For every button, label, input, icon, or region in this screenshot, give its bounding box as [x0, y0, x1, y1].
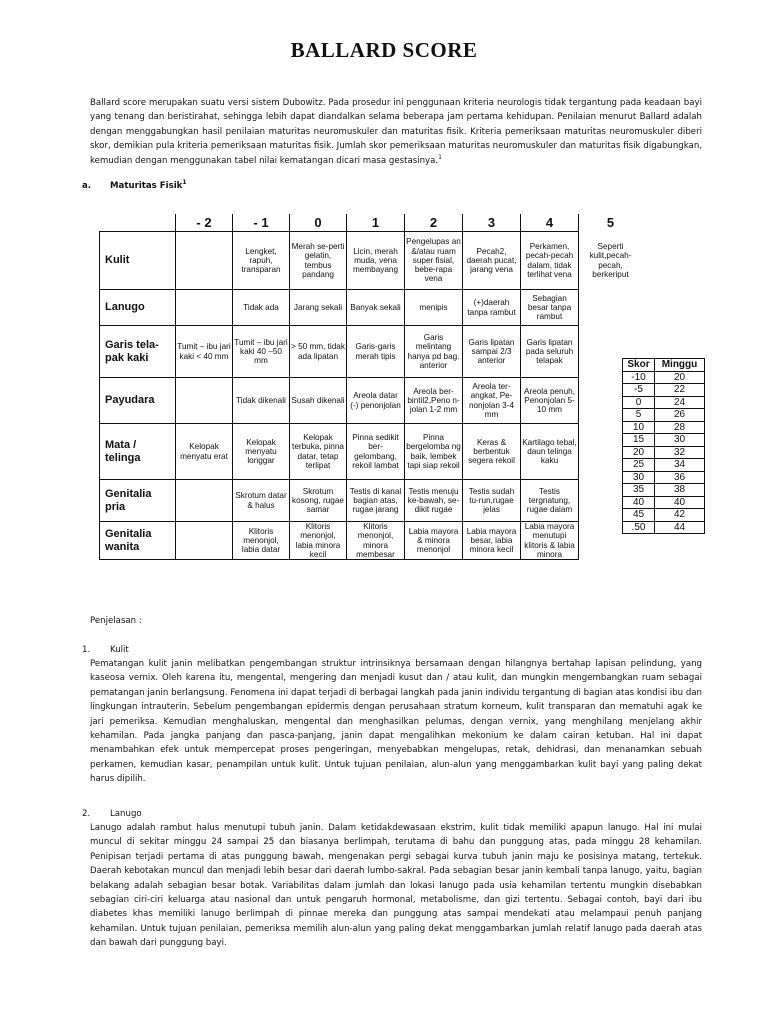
minggu-value: 42 [655, 509, 705, 522]
ballard-cell: Areola ber-bintil2,Peno n-jolan 1-2 mm [405, 378, 463, 424]
skor-row [623, 434, 705, 447]
ballard-score-header: 1 [347, 214, 405, 232]
skor-row [623, 509, 705, 522]
ballard-row-label: Kulit [100, 232, 176, 290]
ballard-row [100, 326, 643, 378]
ballard-row-label: Mata / telinga [100, 424, 176, 480]
ballard-cell: Testis menuju ke-bawah, se-dikit rugae [405, 480, 463, 522]
skor-value: 40 [623, 496, 655, 509]
ballard-score-header: 3 [463, 214, 521, 232]
penjelasan-label: Penjelasan : [90, 616, 142, 626]
ballard-score-header: 5 [606, 215, 615, 231]
intro-paragraph [90, 96, 702, 168]
skor-value: 0 [623, 396, 655, 409]
minggu-value: 38 [655, 484, 705, 497]
section-1-paragraph: Pematangan kulit janin melibatkan pengembangan struktur intrinsiknya bersamaan dengan hilangnya bertahap lapisan pelindung, yang kaseosa vernix. Oleh karena itu, mengental, mengering dan menjadi kusut dan / atau kulit, dan mungkin mengembangkan ruam sebagai pematangan janin berlangsung. Fenomena ini dapat terjadi di berbagai langkah pada janin individu tergantung di bagian atas kondisi ibu dan lingkungan intrauterin. Sebelum pengembangan epidermis dengan perusahaan stratum korneum, kulit transparan dan mematuhi agak ke jari pemeriksa. Kemudian menghaluskan, mengental dan menghasilkan pelumas, dengan vernix, yang menghilang menjelang akhir kehamilan. Pada jangka panjang dan pasca-panjang, janin dapat mengalihkan mekonium ke dalam cairan ketuban. Hal ini dapat menambahkan efek untuk mempercepat proses pengeringan, menyebabkan mengelupas, retak, dehidrasi, dan menanamkan sebuah perkamen, kemudian kasar, penampilan untuk kulit. Untuk tujuan penilaian, alun-alun yang menggambarkan kulit bayi yang paling dekat harus dipilih. [90, 659, 702, 785]
ballard-cell: Skrotum kosong, rugae samar [290, 480, 347, 522]
ballard-cell: Merah se-perti gelatin, tembus pandang [290, 232, 347, 290]
section-a-label: Maturitas Fisik [110, 180, 183, 191]
ballard-cell: Tumit – ibu jari kaki 40 –50 mm [233, 326, 290, 378]
ballard-cell: Pecah2, daerah pucat, jarang vena [463, 232, 521, 290]
minggu-value: 22 [655, 384, 705, 397]
skor-row [623, 459, 705, 472]
ballard-cell: > 50 mm, tidak ada lipatan [290, 326, 347, 378]
ballard-cell: Klitoris menonjol, labia datar [233, 522, 290, 560]
ballard-cell: Labia mayora menutupi klitoris & labia minora [521, 522, 579, 560]
minggu-value: 36 [655, 471, 705, 484]
minggu-value: 40 [655, 496, 705, 509]
ballard-row [100, 424, 643, 480]
ballard-physical-maturity-table [99, 214, 643, 560]
ballard-cell: (+)daerah tanpa rambut [463, 290, 521, 326]
section-a-letter: a. [82, 180, 92, 191]
ballard-cell: Testis tergnatung, rugae dalam [521, 480, 579, 522]
skor-value: 5 [623, 409, 655, 422]
skor-value: 45 [623, 509, 655, 522]
ballard-cell: Kelopak menyatu erat [176, 424, 233, 480]
ballard-cell: Licin, merah muda, vena membayang [347, 232, 405, 290]
ballard-cell: Perkamen, pecah-pecah dalam, tidak terlihat vena [521, 232, 579, 290]
skor-minggu-table [622, 358, 705, 534]
ballard-cell: Labia mayora & minora menonjol [405, 522, 463, 560]
section-a-heading [82, 179, 187, 191]
ballard-cell [176, 378, 233, 424]
ballard-cell [176, 522, 233, 560]
skor-header-cell: Skor [623, 359, 655, 372]
ballard-row-label: Lanugo [100, 290, 176, 326]
ballard-score-header: 4 [521, 214, 579, 232]
ballard-cell: Pinna bergelomba ng baik, lembek tapi siap rekoil [405, 424, 463, 480]
skor-row [623, 446, 705, 459]
skor-row [623, 471, 705, 484]
ballard-row-label: Genitalia pria [100, 480, 176, 522]
ballard-cell: menipis [405, 290, 463, 326]
ballard-cell: Skrotum datar & halus [233, 480, 290, 522]
section-1-number: 1. [82, 645, 91, 655]
minggu-value: 20 [655, 371, 705, 384]
ballard-row-label: Genitalia wanita [100, 522, 176, 560]
skor-row [623, 371, 705, 384]
skor-value: 15 [623, 434, 655, 447]
ballard-cell: Testis di kanal bagian atas, rugae jarang [347, 480, 405, 522]
skor-value: -10 [623, 371, 655, 384]
ballard-cell: Tumit – ibu jari kaki < 40 mm [176, 326, 233, 378]
skor-value: 30 [623, 471, 655, 484]
ballard-score-header: - 2 [176, 214, 233, 232]
ballard-row [100, 290, 643, 326]
skor-row [623, 421, 705, 434]
ballard-cell: Susah dikenali [290, 378, 347, 424]
ballard-cell: Labia mayora besar, labia minora kecil [463, 522, 521, 560]
skor-value: 20 [623, 446, 655, 459]
skor-header-row [623, 359, 705, 372]
skor-value: .50 [623, 521, 655, 534]
minggu-value: 28 [655, 421, 705, 434]
ballard-row-label: Garis tela-pak kaki [100, 326, 176, 378]
ballard-row [100, 378, 643, 424]
ballard-row [100, 232, 643, 290]
skor-row [623, 409, 705, 422]
ballard-header-corner [100, 214, 176, 232]
ballard-cell: Kelopak menyatu longgar [233, 424, 290, 480]
skor-row [623, 496, 705, 509]
skor-row [623, 396, 705, 409]
intro-footnote: 1 [438, 153, 442, 161]
ballard-cell: Pinna sedikit ber-gelombang, rekoil lambat [347, 424, 405, 480]
ballard-cell [176, 232, 233, 290]
ballard-cell: Kartilago tebal, daun telinga kaku [521, 424, 579, 480]
ballard-cell: Garis lipatan sampai 2/3 anterior [463, 326, 521, 378]
ballard-cell: Banyak sekali [347, 290, 405, 326]
minggu-value: 26 [655, 409, 705, 422]
ballard-cell: Areola penuh, Penonjolan 5- 10 mm [521, 378, 579, 424]
minggu-value: 32 [655, 446, 705, 459]
ballard-cell [176, 480, 233, 522]
ballard-cell [176, 290, 233, 326]
intro-text: Ballard score merupakan suatu versi sistem Dubowitz. Pada prosedur ini penggunaan kriteria neurologis tidak tergantung pada keadaan bayi yang tenang dan beristirahat, sehingga lebih dapat diandalkan selama beberapa jam pertama kehidupan. Penilaian menurut Ballard adalah dengan menggabungkan hasil penilaian maturitas neuromuskuler dan maturitas fisik. Kriteria pemeriksaan maturitas neuromuskuler diberi skor, demikian pula kriteria pemeriksaan maturitas fisik. Jumlah skor pemeriksaan maturitas neuromuskuler dan maturitas fisik digabungkan, kemudian dengan menggunakan tabel nilai kematangan dicari masa gestasinya. [90, 98, 702, 166]
ballard-score-header: 2 [405, 214, 463, 232]
skor-row [623, 484, 705, 497]
minggu-value: 30 [655, 434, 705, 447]
skor-row [623, 521, 705, 534]
ballard-cell: Areola ter-angkat, Pe-nonjolan 3-4 mm [463, 378, 521, 424]
skor-value: 10 [623, 421, 655, 434]
section-2-title: Lanugo [110, 809, 142, 819]
section-1-heading [82, 645, 129, 655]
ballard-cell: Klitoris menonjol, minora membesar [347, 522, 405, 560]
ballard-row [100, 522, 643, 560]
ballard-header-row [100, 214, 643, 232]
ballard-cell: Sebagian besar tanpa rambut [521, 290, 579, 326]
ballard-cell: Tidak dikenali [233, 378, 290, 424]
ballard-cell: Areola datar (-) penonjolan [347, 378, 405, 424]
section-2-heading [82, 809, 142, 819]
ballard-cell: Testis sudah tu-run,rugae jelas [463, 480, 521, 522]
ballard-cell [579, 290, 643, 326]
ballard-cell: Tidak ada [233, 290, 290, 326]
skor-header-cell: Minggu [655, 359, 705, 372]
minggu-value: 24 [655, 396, 705, 409]
ballard-cell: Garis lipatan pada seluruh telapak [521, 326, 579, 378]
ballard-cell: Garis melintang hanya pd bag. anterior [405, 326, 463, 378]
skor-value: -5 [623, 384, 655, 397]
ballard-score-header: 0 [290, 214, 347, 232]
ballard-cell: Garis-garis merah tipis [347, 326, 405, 378]
ballard-row [100, 480, 643, 522]
section-1-title: Kulit [110, 645, 129, 655]
ballard-row-label: Payudara [100, 378, 176, 424]
ballard-cell: Klitoris menonjol, labia minora kecil [290, 522, 347, 560]
ballard-score-header: - 1 [233, 214, 290, 232]
section-2-number: 2. [82, 809, 91, 819]
skor-row [623, 384, 705, 397]
minggu-value: 44 [655, 521, 705, 534]
document-title: BALLARD SCORE [290, 38, 478, 62]
minggu-value: 34 [655, 459, 705, 472]
ballard-cell: Jarang sekali [290, 290, 347, 326]
ballard-cell: Keras & berbentuk segera rekoil [463, 424, 521, 480]
section-2-paragraph: Lanugo adalah rambut halus menutupi tubuh janin. Dalam ketidakdewasaan ekstrim, kulit tidak memiliki apapun lanugo. Hal ini mulai muncul di sekitar minggu 24 sampai 25 dan biasanya berlimpah, terutama di bahu dan punggung atas, pada minggu 28 kehamilan. Penipisan terjadi pertama di atas punggung bawah, mengenakan pergi sebagai kurva tubuh janin maju ke posisinya matang, tertekuk. Daerah kebotakan muncul dan menjadi lebih besar dari daerah lumbo-sakral. Pada sebagian besar janin kembali tanpa lanugo, yaitu, bagian belakang adalah sebagian besar botak. Variabilitas dalam jumlah dan lokasi lanugo pada usia kehamilan tertentu mungkin disebabkan sebagian ciri-ciri keluarga atau nasional dan untuk pengaruh hormonal, metabolisme, dan gizi tertentu. Sebagai contoh, bayi dari ibu diabetes khas memiliki lanugo berlimpah di pinnae mereka dan punggung atas sampai mendekati atau melampaui penuh panjang kehamilan. Untuk tujuan penilaian, pemeriksa memilih alun-alun yang paling dekat menggambarkan jumlah relatif lanugo pada daerah atas dan bawah dari punggung bayi. [90, 823, 702, 949]
section-a-footnote: 1 [182, 179, 187, 186]
skor-value: 35 [623, 484, 655, 497]
ballard-cell: Seperti kulit,pecah-pecah, berkeriput [589, 242, 632, 279]
skor-value: 25 [623, 459, 655, 472]
ballard-cell: Lengket, rapuh, transparan [233, 232, 290, 290]
ballard-cell: Kelopak terbuka, pinna datar, tetap terlipat [290, 424, 347, 480]
ballard-cell: Pengelupas an &/atau ruam super fisial, bebe-rapa vena [405, 232, 463, 290]
